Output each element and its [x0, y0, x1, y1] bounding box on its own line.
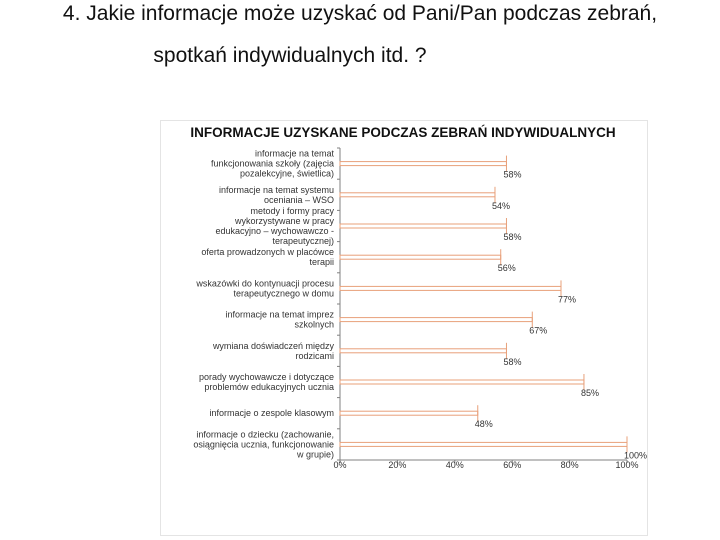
category-label: porady wychowawcze i dotyczące problemów edukacyjnych ucznia	[198, 372, 334, 392]
bar	[340, 255, 501, 259]
category-label: informacje o zespole klasowym	[209, 408, 334, 419]
category-label: metody i formy pracy wykorzystywane w pracy edukacyjno – wychowawczo -terapeutycznej)	[215, 206, 334, 246]
bar	[340, 411, 478, 415]
x-tick-label: 0%	[333, 460, 347, 470]
data-label: 56%	[497, 263, 516, 274]
category-label: informacje o dziecku (zachowanie, osiągnięcia ucznia, funkcjonowanie w grupie)	[193, 429, 334, 460]
x-tick-label: 40%	[445, 460, 464, 470]
data-label: 100%	[624, 450, 648, 461]
bar	[340, 193, 495, 197]
data-label: 48%	[474, 419, 493, 430]
category-label: informacje na temat systemu oceniania – WSO	[218, 184, 334, 205]
bar	[340, 286, 561, 290]
bar	[340, 442, 627, 446]
data-label: 77%	[557, 294, 577, 305]
category-label: wskazówki do kontynuacji procesu terapeutycznego w domu	[196, 278, 334, 299]
bar	[340, 380, 584, 384]
data-label: 85%	[580, 388, 599, 398]
category-label: informacje na temat imprez szkolnych	[225, 309, 334, 330]
data-label: 54%	[491, 200, 510, 211]
data-label: 58%	[503, 356, 522, 367]
slide-title-line-2: spotkań indywidualnych itd. ?	[153, 44, 427, 67]
bar	[340, 224, 506, 228]
data-label: 67%	[529, 325, 548, 336]
category-label: oferta prowadzonych w placówce terapii	[201, 247, 334, 268]
x-tick-label: 20%	[388, 460, 407, 470]
x-tick-label: 100%	[615, 460, 639, 470]
data-label: 58%	[503, 169, 522, 180]
bar	[340, 318, 532, 322]
x-tick-label: 60%	[503, 460, 522, 470]
category-label: wymiana doświadczeń między rodzicami	[212, 340, 334, 361]
x-tick-label: 80%	[560, 460, 579, 470]
chart-title: INFORMACJE UZYSKANE PODCZAS ZEBRAŃ INDYWIDUALNYCH	[190, 125, 616, 140]
data-label: 58%	[503, 232, 522, 242]
bar	[340, 162, 506, 166]
slide-title-line-1: 4. Jakie informacje może uzyskać od Pani/Pan podczas zebrań,	[62, 2, 658, 25]
bar	[340, 349, 506, 353]
category-label: informacje na temat funkcjonowania szkoły (zajęcia pozalekcyjne, świetlica)	[210, 148, 334, 179]
